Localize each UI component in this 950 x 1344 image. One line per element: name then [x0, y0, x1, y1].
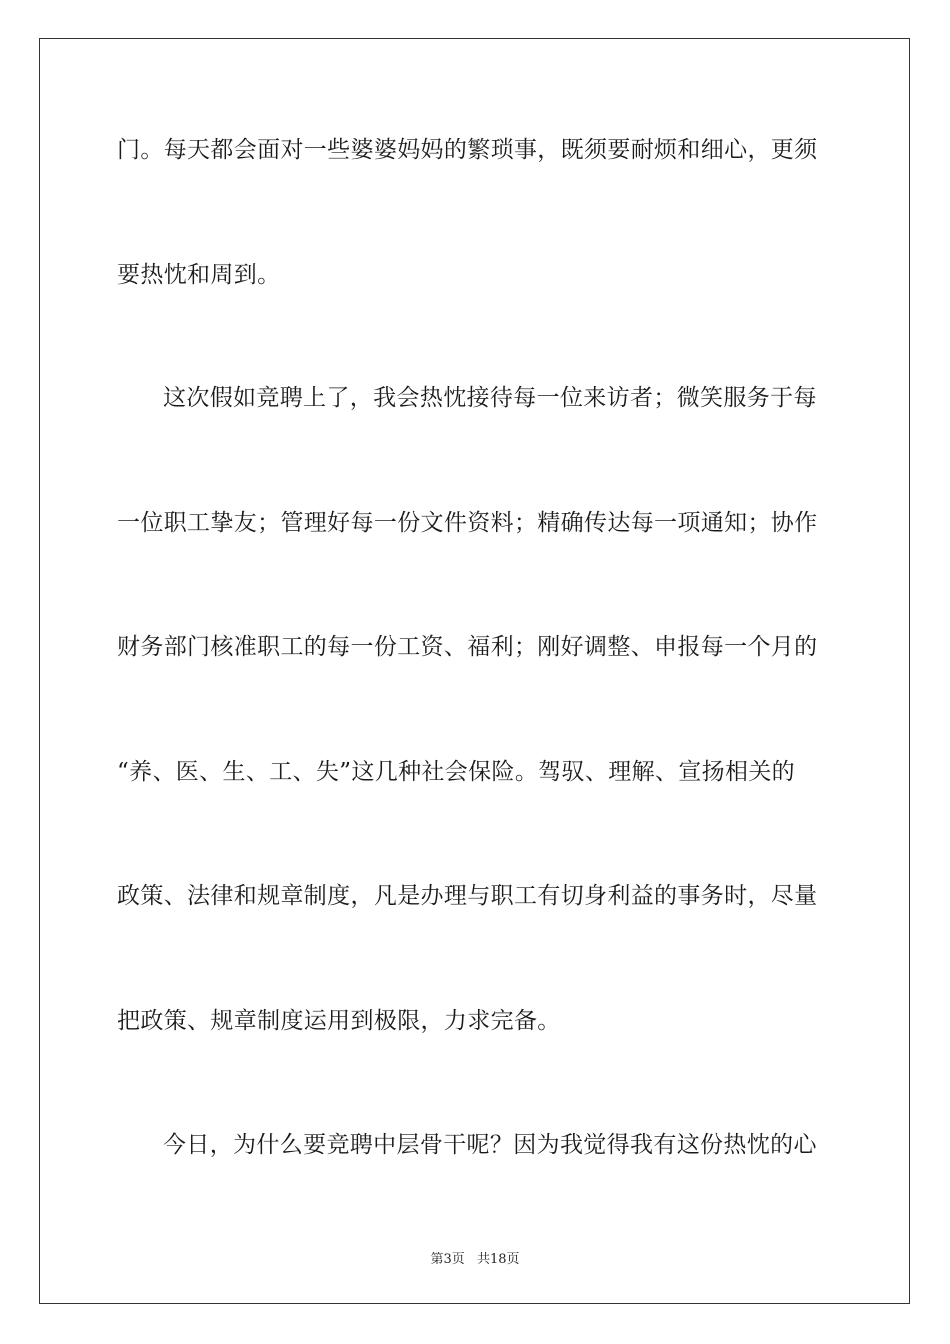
paragraph-start-line: 今日，为什么要竞聘中层骨干呢？因为我觉得我有这份热忱的心	[163, 1132, 817, 1158]
page-number: 第3页	[430, 1252, 465, 1267]
total-pages: 共18页	[476, 1252, 520, 1267]
paragraph-start-line: 这次假如竞聘上了，我会热忱接待每一位来访者；微笑服务于每	[163, 385, 817, 411]
text-line: 一位职工挚友；管理好每一份文件资料；精确传达每一项通知；协作	[117, 510, 818, 536]
text-line: 要热忱和周到。	[117, 262, 281, 288]
text-line: 政策、法律和规章制度，凡是办理与职工有切身利益的事务时，尽量	[117, 883, 818, 909]
text-line: 门。每天都会面对一些婆婆妈妈的繁琐事，既须要耐烦和细心，更须	[117, 137, 818, 163]
text-line: “养、医、生、工、失”这几种社会保险。驾驭、理解、宣扬相关的	[117, 759, 796, 785]
text-line: 财务部门核准职工的每一份工资、福利；刚好调整、申报每一个月的	[117, 634, 818, 660]
text-line: 把政策、规章制度运用到极限，力求完备。	[117, 1008, 561, 1034]
page-footer	[0, 1248, 950, 1267]
page-border	[39, 38, 910, 1304]
